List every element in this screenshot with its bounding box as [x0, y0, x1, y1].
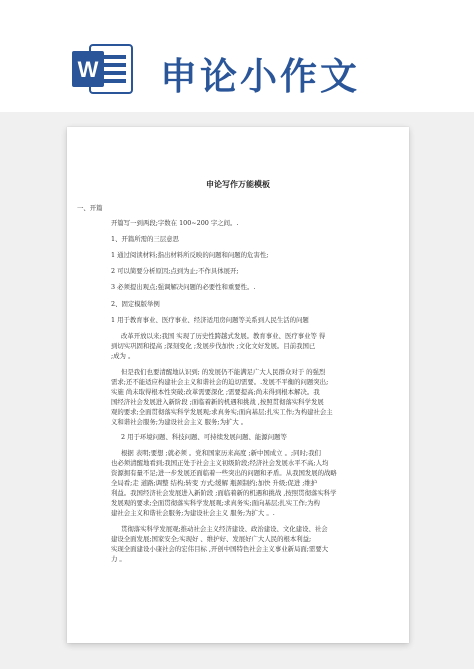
banner-title: 申论小作文	[160, 55, 360, 98]
document-line: 一、开篇	[77, 204, 103, 212]
document-line: 全局看;走 道路;调整 结构;转变 方式;缓解 瓶颈制约;加快 升级;促进 ;维护	[111, 479, 318, 487]
document-line: 2 用于环境问题、科技问题、可持续发展问题、能源问题等	[121, 433, 287, 441]
document-title: 申论写作万能模板	[206, 180, 270, 189]
document-line: ;成为 。	[111, 352, 135, 360]
document-line: 需求;还不能适应构建社会主义和谐社会的迫切需要。.发展不平衡的问题突出;	[111, 378, 329, 386]
document-line: 1、开篇所需的三层意思	[111, 235, 179, 243]
document-line: 2 可以简要分析原因;点到为止;不作具体展开;	[111, 267, 239, 275]
banner	[0, 0, 474, 112]
document-line: 发展观的要求;全面贯彻落实科学发展观;求真务实;面向基层;扎实工作;为构	[111, 499, 320, 507]
document-line: 3 必须提出观点;强调解决问题的必要性和重要性。.	[111, 283, 256, 291]
document-line: 1 用于教育事业、医疗事业、经济适用房问题等关系到人民生活的问题	[111, 316, 309, 324]
document-line: 根据 表明;要想 ;就必须 。党和国家历来高度 ;新中国成立 。;同时;我们	[121, 449, 321, 457]
document-line: 义和谐社会服务;为建设社会主义 服务;为扩大 。	[111, 418, 248, 426]
document-page	[67, 127, 409, 643]
document-line: 1 通过阅读材料;指出材料所反映的问题和问题的危害性;	[111, 251, 269, 259]
document-line: 国经济社会发展进入新阶段 ;面临着新的机遇和挑战 ,按照贯彻落实科学发展	[111, 398, 324, 406]
document-line: 力 。	[111, 555, 126, 563]
document-line: 资源拥有量不足;进一步发展还面临着一些突出的问题和矛盾。从我国发展的战略	[111, 469, 337, 477]
document-line: 2、固定模版举例	[111, 300, 160, 308]
document-line: 到切实巩固和提高 ;深刻变化 ;发展步伐加快 ;文化文好发展。目前我国已	[111, 342, 316, 350]
document-line: 改革开放以来;我国 实现了历史性跨越式发展。教育事业、医疗事业等 得	[121, 332, 326, 340]
document-line: 也必须清醒地看到;我国正处于社会主义初级阶段;经济社会发展水平不高;人均	[111, 459, 329, 467]
document-line: 实施 尚未取得根本性突破;改革需要深化 ;需要提高;尚未得到根本解决。我	[111, 388, 320, 396]
document-line: 利益。我国经济社会发展进入新阶段 ;面临着新的机遇和挑战 ,按照贯彻落实科学	[111, 489, 337, 497]
document-line: 实现全面建设小康社会的宏伟目标 ,开创中国特色社会主义事业新局面;需要大	[111, 545, 329, 553]
document-line: 但是我们也要清醒地认识到; 的发展仍不能满足广大人民群众对于 的强烈	[121, 368, 326, 376]
document-line: 开篇写一到两段;字数在 100~200 字之间。.	[111, 219, 239, 227]
document-line: 观的要求;全面贯彻落实科学发展观;求真务实;面向基层;扎实工作;为构建社会主	[111, 408, 333, 416]
document-line: 建社会主义和谐社会服务;为建设社会主义 服务;为扩大 。.	[111, 509, 275, 517]
word-icon-letter: W	[77, 57, 99, 82]
document-line: 建设全面发展;国家安全;实现好 、维护好、发展好广大人民的根本利益;	[111, 535, 312, 543]
word-document-icon	[70, 43, 134, 95]
document-line: 贯彻落实科学发展观;推动社会主义经济建设、政治建设、文化建设、社会	[121, 525, 328, 533]
